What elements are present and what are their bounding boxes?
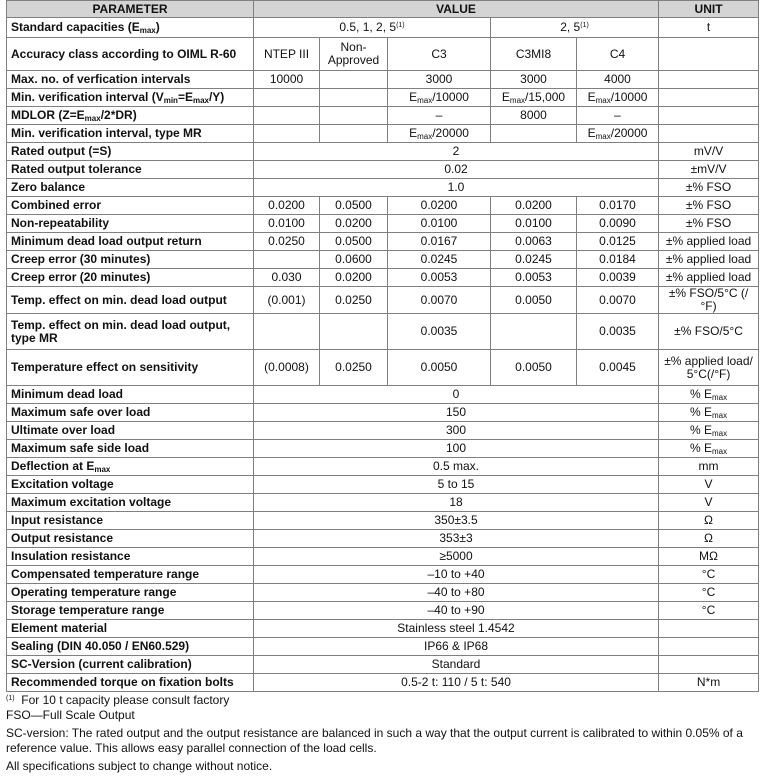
label: Temp. effect on min. dead load output	[7, 287, 254, 314]
notes	[6, 693, 751, 777]
label: Element material	[7, 620, 254, 638]
col-non-approved: 0.0250	[320, 287, 388, 314]
label: Storage temperature range	[7, 602, 254, 620]
unit: ±% FSO/5°C (/°F)	[659, 287, 759, 314]
value: IP66 & IP68	[254, 638, 659, 656]
label: Ultimate over load	[7, 422, 254, 440]
unit: ±% applied load	[659, 233, 759, 251]
label: Rated output tolerance	[7, 161, 254, 179]
value: 353±3	[254, 530, 659, 548]
unit: t	[659, 18, 759, 38]
col-c3: $E_{max}/10000$	[388, 89, 491, 107]
footnote	[6, 693, 751, 708]
label: Non-repeatability	[7, 215, 254, 233]
unit: MΩ	[659, 548, 759, 566]
unit: Ω	[659, 530, 759, 548]
label: Min. verification interval, type MR	[7, 125, 254, 143]
col-c3mi8: 0.0050	[491, 287, 577, 314]
col-ntep: 0.0200	[254, 197, 320, 215]
unit	[659, 656, 759, 674]
col-c4: 4000	[577, 71, 659, 89]
unit: ±% applied load/ 5°C(/°F)	[659, 350, 759, 386]
col-c4: –	[577, 107, 659, 125]
unit: % $E_{max}$	[659, 422, 759, 440]
col-c3mi8: 8000	[491, 107, 577, 125]
value: 0.02	[254, 161, 659, 179]
col-c3: 0.0070	[388, 287, 491, 314]
label: Max. no. of verfication intervals	[7, 71, 254, 89]
col-non-approved: 0.0200	[320, 215, 388, 233]
unit: % $E_{max}$	[659, 440, 759, 458]
col-c3: 0.0200	[388, 197, 491, 215]
unit: V	[659, 476, 759, 494]
col-c3: 0.0100	[388, 215, 491, 233]
unit: ±mV/V	[659, 161, 759, 179]
value: 18	[254, 494, 659, 512]
header-parameter: PARAMETER	[7, 1, 254, 18]
unit: mm	[659, 458, 759, 476]
col-c3mi8: 0.0245	[491, 251, 577, 269]
row-temp-min-dead-load	[7, 287, 759, 314]
unit: % $E_{max}$	[659, 386, 759, 404]
header-value: VALUE	[254, 1, 659, 18]
col-ntep	[254, 251, 320, 269]
unit: N*m	[659, 674, 759, 692]
col-ntep	[254, 314, 320, 350]
col-c3: 3000	[388, 71, 491, 89]
value: 350±3.5	[254, 512, 659, 530]
label: Temperature effect on sensitivity	[7, 350, 254, 386]
col-c4: $E_{max}/20000$	[577, 125, 659, 143]
row-recommended-torque	[7, 674, 759, 692]
label: Creep error (20 minutes)	[7, 269, 254, 287]
col-c4: C4	[577, 38, 659, 71]
label: Maximum safe side load	[7, 440, 254, 458]
value: 0.5 max.	[254, 458, 659, 476]
col-c3mi8: 0.0100	[491, 215, 577, 233]
row-min-dead-load	[7, 386, 759, 404]
row-insulation-resistance	[7, 548, 759, 566]
col-non-approved: 0.0250	[320, 350, 388, 386]
col-non-approved: 0.0600	[320, 251, 388, 269]
row-accuracy-class	[7, 38, 759, 71]
col-ntep: 0.030	[254, 269, 320, 287]
col-ntep	[254, 107, 320, 125]
col-c4: 0.0035	[577, 314, 659, 350]
label: Combined error	[7, 197, 254, 215]
row-min-dead-load-return	[7, 233, 759, 251]
value: –40 to +90	[254, 602, 659, 620]
row-standard-capacities	[7, 18, 759, 38]
col-non-approved	[320, 107, 388, 125]
col-c3: 0.0245	[388, 251, 491, 269]
row-element-material	[7, 620, 759, 638]
row-min-interval-mr	[7, 125, 759, 143]
col-c3: C3	[388, 38, 491, 71]
label: Zero balance	[7, 179, 254, 197]
col-non-approved	[320, 314, 388, 350]
col-c3mi8	[491, 125, 577, 143]
value: –40 to +80	[254, 584, 659, 602]
label: Insulation resistance	[7, 548, 254, 566]
value: 5 to 15	[254, 476, 659, 494]
label: Maximum excitation voltage	[7, 494, 254, 512]
row-max-safe-over-load	[7, 404, 759, 422]
unit: % $E_{max}$	[659, 404, 759, 422]
label: Maximum safe over load	[7, 404, 254, 422]
col-c4: 0.0045	[577, 350, 659, 386]
col-non-approved: Non-Approved	[320, 38, 388, 71]
value: 150	[254, 404, 659, 422]
row-max-intervals	[7, 71, 759, 89]
col-c4: 0.0184	[577, 251, 659, 269]
unit: Ω	[659, 512, 759, 530]
row-creep-20	[7, 269, 759, 287]
unit	[659, 89, 759, 107]
col-c3: –	[388, 107, 491, 125]
col-non-approved	[320, 125, 388, 143]
col-ntep: 0.0250	[254, 233, 320, 251]
unit: ±% applied load	[659, 251, 759, 269]
value: 300	[254, 422, 659, 440]
row-zero-balance	[7, 179, 759, 197]
row-min-verification-interval	[7, 89, 759, 107]
value: 0	[254, 386, 659, 404]
row-sc-version	[7, 656, 759, 674]
col-non-approved: 0.0500	[320, 197, 388, 215]
row-storage-temp-range	[7, 602, 759, 620]
row-compensated-temp-range	[7, 566, 759, 584]
unit: mV/V	[659, 143, 759, 161]
col-c3mi8: 0.0200	[491, 197, 577, 215]
value: ≥5000	[254, 548, 659, 566]
label: MDLOR $(Z=E_{max}/2*DR)$	[7, 107, 254, 125]
specification-table	[6, 0, 759, 692]
row-creep-30	[7, 251, 759, 269]
row-sealing	[7, 638, 759, 656]
row-output-resistance	[7, 530, 759, 548]
col-c3mi8: 3000	[491, 71, 577, 89]
col-ntep: 0.0100	[254, 215, 320, 233]
unit: °C	[659, 566, 759, 584]
unit: ±% FSO	[659, 197, 759, 215]
label: Min. verification interval $(V_{min}=E_{max}/Y)$	[7, 89, 254, 107]
col-c3: $E_{max}/20000$	[388, 125, 491, 143]
col-ntep: 10000	[254, 71, 320, 89]
col-c4: 0.0170	[577, 197, 659, 215]
value: 1.0	[254, 179, 659, 197]
label: Temp. effect on min. dead load output, type MR	[7, 314, 254, 350]
value: 0.5-2 t: 110 / 5 t: 540	[254, 674, 659, 692]
row-ultimate-over-load	[7, 422, 759, 440]
col-non-approved	[320, 89, 388, 107]
label: Compensated temperature range	[7, 566, 254, 584]
value-group-2: 2, 5$^{(1)}$	[491, 18, 659, 38]
label: Deflection at $E_{max}$	[7, 458, 254, 476]
row-input-resistance	[7, 512, 759, 530]
footnote-mark: (1)	[6, 695, 15, 702]
header-row	[7, 1, 759, 18]
label: Rated output (=S)	[7, 143, 254, 161]
col-c4: $E_{max}/10000$	[577, 89, 659, 107]
row-non-repeatability	[7, 215, 759, 233]
unit: °C	[659, 584, 759, 602]
unit: ±% FSO	[659, 215, 759, 233]
label: Accuracy class according to OIML R-60	[7, 38, 254, 71]
label: Input resistance	[7, 512, 254, 530]
col-c4: 0.0039	[577, 269, 659, 287]
col-ntep	[254, 125, 320, 143]
unit	[659, 38, 759, 71]
value-group-1: 0.5, 1, 2, 5$^{(1)}$	[254, 18, 491, 38]
col-c4: 0.0090	[577, 215, 659, 233]
row-combined-error	[7, 197, 759, 215]
unit	[659, 125, 759, 143]
label: Recommended torque on fixation bolts	[7, 674, 254, 692]
unit	[659, 620, 759, 638]
col-ntep	[254, 89, 320, 107]
row-operating-temp-range	[7, 584, 759, 602]
value: 100	[254, 440, 659, 458]
row-mdlor	[7, 107, 759, 125]
row-temp-effect-sensitivity	[7, 350, 759, 386]
col-c3: 0.0167	[388, 233, 491, 251]
label: Excitation voltage	[7, 476, 254, 494]
disclaimer: All specifications subject to change without notice.	[6, 759, 273, 773]
unit: ±% FSO/5°C	[659, 314, 759, 350]
col-c4: 0.0070	[577, 287, 659, 314]
col-c4: 0.0125	[577, 233, 659, 251]
col-c3mi8: 0.0053	[491, 269, 577, 287]
label: Operating temperature range	[7, 584, 254, 602]
header-unit: UNIT	[659, 1, 759, 18]
value: Standard	[254, 656, 659, 674]
col-c3: 0.0035	[388, 314, 491, 350]
row-rated-output	[7, 143, 759, 161]
col-ntep: NTEP III	[254, 38, 320, 71]
fso-note: FSO—Full Scale Output	[6, 708, 135, 722]
unit: ±% FSO	[659, 179, 759, 197]
label: Creep error (30 minutes)	[7, 251, 254, 269]
unit: ±% applied load	[659, 269, 759, 287]
col-c3mi8	[491, 314, 577, 350]
sc-version-note: SC-version: The rated output and the output resistance are balanced in such a way that the output current is calibrated to within 0.05% of a reference value. This allows easy parallel connection of the load cells.	[6, 726, 743, 755]
col-non-approved: 0.0200	[320, 269, 388, 287]
value: Stainless steel 1.4542	[254, 620, 659, 638]
unit	[659, 71, 759, 89]
row-excitation-voltage	[7, 476, 759, 494]
label: Minimum dead load	[7, 386, 254, 404]
label: Minimum dead load output return	[7, 233, 254, 251]
col-non-approved	[320, 71, 388, 89]
label: SC-Version (current calibration)	[7, 656, 254, 674]
col-c3mi8: 0.0063	[491, 233, 577, 251]
label: Sealing (DIN 40.050 / EN60.529)	[7, 638, 254, 656]
value: 2	[254, 143, 659, 161]
row-max-excitation-voltage	[7, 494, 759, 512]
value: –10 to +40	[254, 566, 659, 584]
col-c3mi8: C3MI8	[491, 38, 577, 71]
label: Standard capacities $(E_{max})$	[7, 18, 254, 38]
unit	[659, 638, 759, 656]
col-ntep: (0.001)	[254, 287, 320, 314]
unit	[659, 107, 759, 125]
label: Output resistance	[7, 530, 254, 548]
footnote-text: For 10 t capacity please consult factory	[21, 693, 230, 707]
row-max-safe-side-load	[7, 440, 759, 458]
unit: °C	[659, 602, 759, 620]
unit: V	[659, 494, 759, 512]
col-c3: 0.0053	[388, 269, 491, 287]
row-rated-output-tolerance	[7, 161, 759, 179]
col-c3: 0.0050	[388, 350, 491, 386]
row-deflection	[7, 458, 759, 476]
col-c3mi8: 0.0050	[491, 350, 577, 386]
col-non-approved: 0.0500	[320, 233, 388, 251]
col-c3mi8: $E_{max}/15,000$	[491, 89, 577, 107]
row-temp-min-dead-load-mr	[7, 314, 759, 350]
col-ntep: (0.0008)	[254, 350, 320, 386]
